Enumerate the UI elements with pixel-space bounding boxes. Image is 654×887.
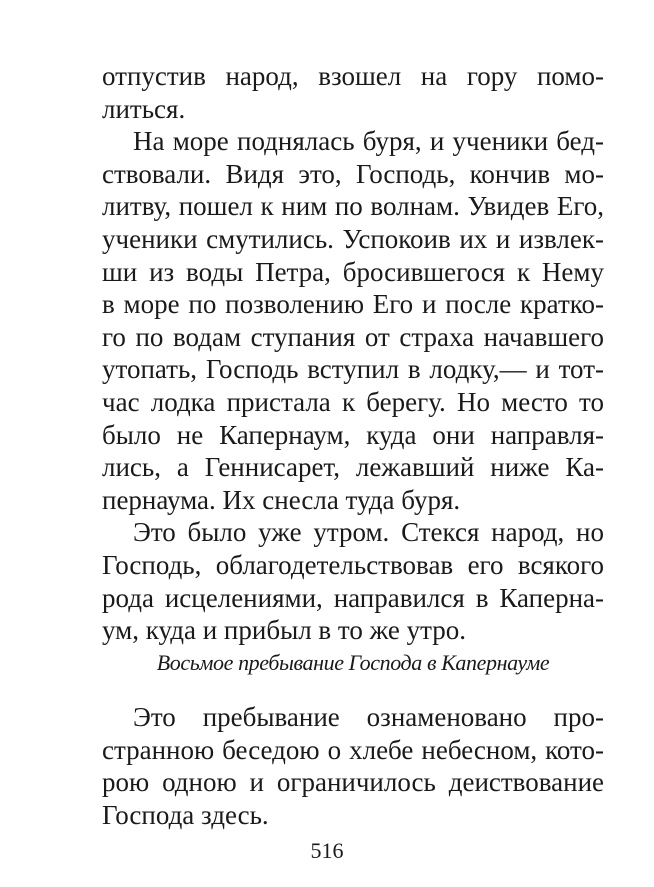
text-line: странною беседою о хлебе небесном, кото-: [102, 734, 604, 765]
text-line: в море по позволению Его и после кратко-: [102, 289, 604, 320]
text-line: Господа здесь.: [102, 799, 269, 830]
section-text-block: [102, 701, 604, 831]
text-line: час лодка пристала к берегу. Но место то: [102, 386, 604, 417]
text-line: Это пребывание ознаменовано про-: [133, 702, 604, 732]
text-line: отпустив народ, взошел на гору помо-: [102, 61, 604, 91]
main-text-block: [102, 60, 604, 647]
text-line: ши из воды Петра, бросившегося к Нему: [102, 256, 604, 287]
text-line: утопать, Господь вступил в лодку,— и тот-: [102, 354, 604, 385]
text-line: пернаума. Их снесла туда буря.: [102, 484, 461, 515]
section-heading: Восьмое пребывание Господа в Капернауме: [156, 650, 550, 675]
text-line: На море поднялась буря, и ученики бед-: [133, 126, 604, 157]
text-line: лись, а Геннисарет, лежавший ниже Ка-: [102, 452, 604, 483]
text-line: литву, пошел к ним по волнам. Увидев Его,: [102, 191, 604, 222]
text-line: Это было уже утром. Стекся народ, но: [133, 517, 604, 548]
text-line: ученики смутились. Успокоив их и извлек-: [102, 223, 604, 254]
text-line: ствовали. Видя это, Господь, кончив мо-: [102, 158, 604, 189]
page-number: 516: [310, 838, 344, 863]
text-line: было не Капернаум, куда они направля-: [102, 419, 604, 450]
text-line: го по водам ступания от страха начавшего: [102, 321, 604, 352]
text-line: рою одною и ограничилось деиствование: [102, 767, 604, 798]
text-line: ум, куда и прибыл в то же утро.: [102, 615, 467, 646]
text-line: литься.: [102, 93, 186, 124]
text-line: рода исцелениями, направился в Каперна-: [102, 582, 604, 613]
text-line: Господь, облагодетельствовав его всякого: [102, 549, 604, 580]
